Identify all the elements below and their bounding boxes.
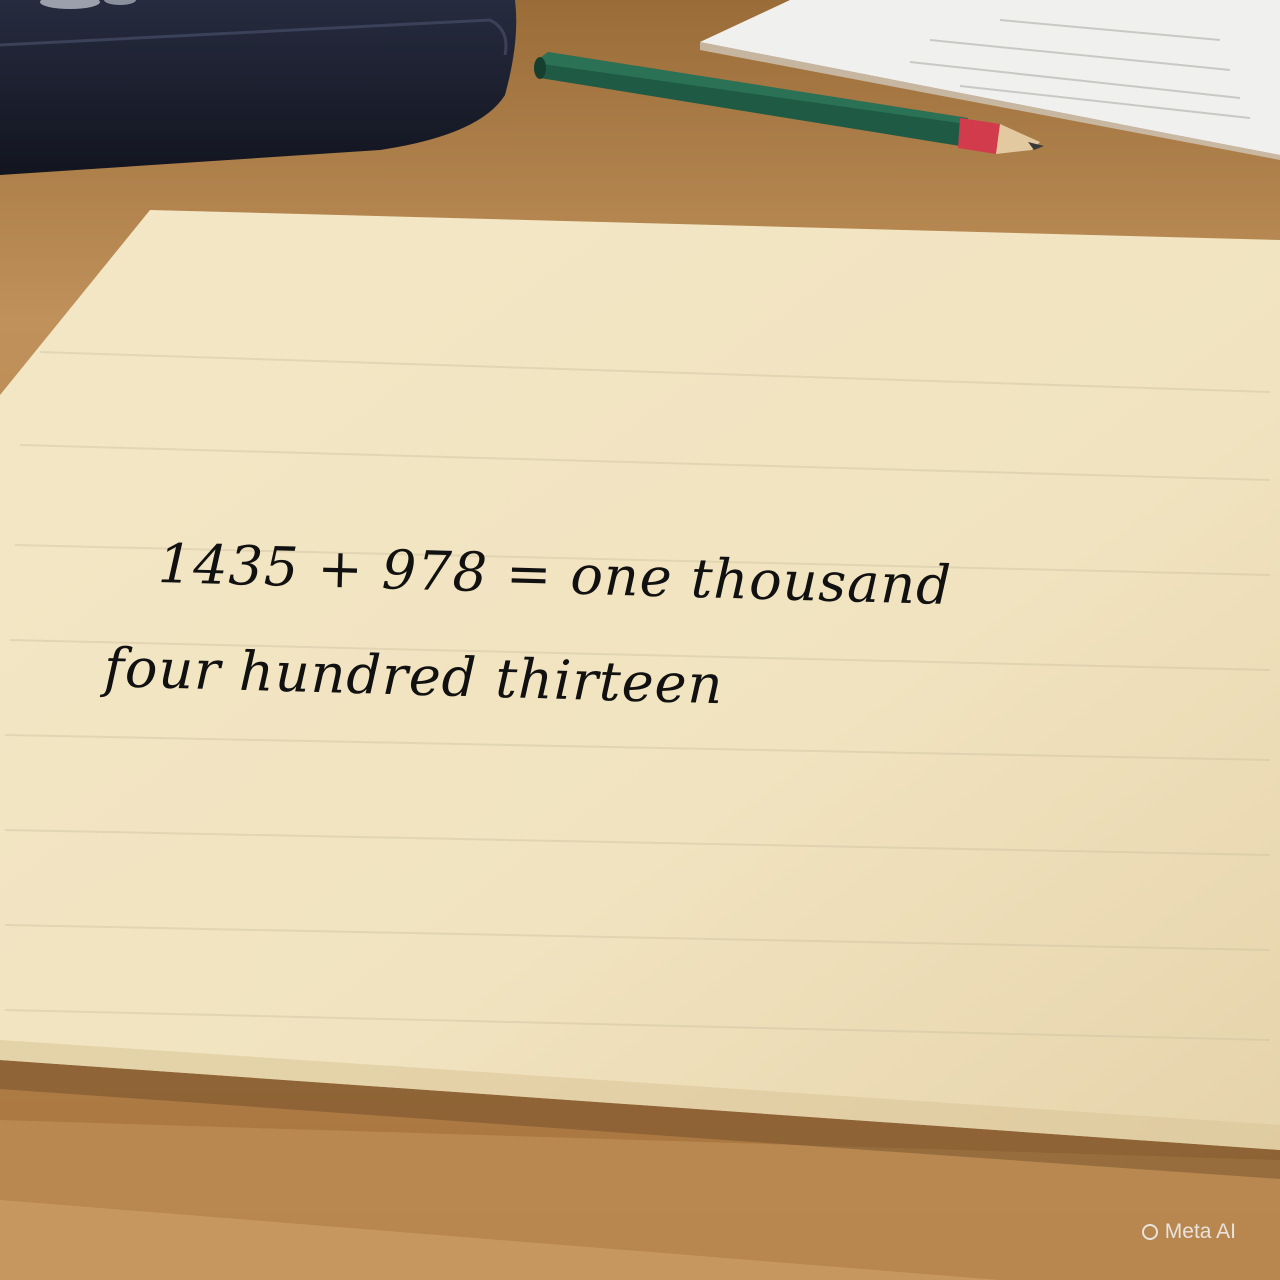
handwritten-equation-line-2: four hundred thirteen <box>103 636 725 717</box>
meta-ai-watermark <box>1142 1220 1236 1244</box>
handwritten-equation-line-1: 1435 + 978 = one thousand <box>157 532 953 618</box>
meta-ai-ring-icon <box>1142 1224 1158 1240</box>
watermark-text: Meta AI <box>1164 1220 1236 1243</box>
